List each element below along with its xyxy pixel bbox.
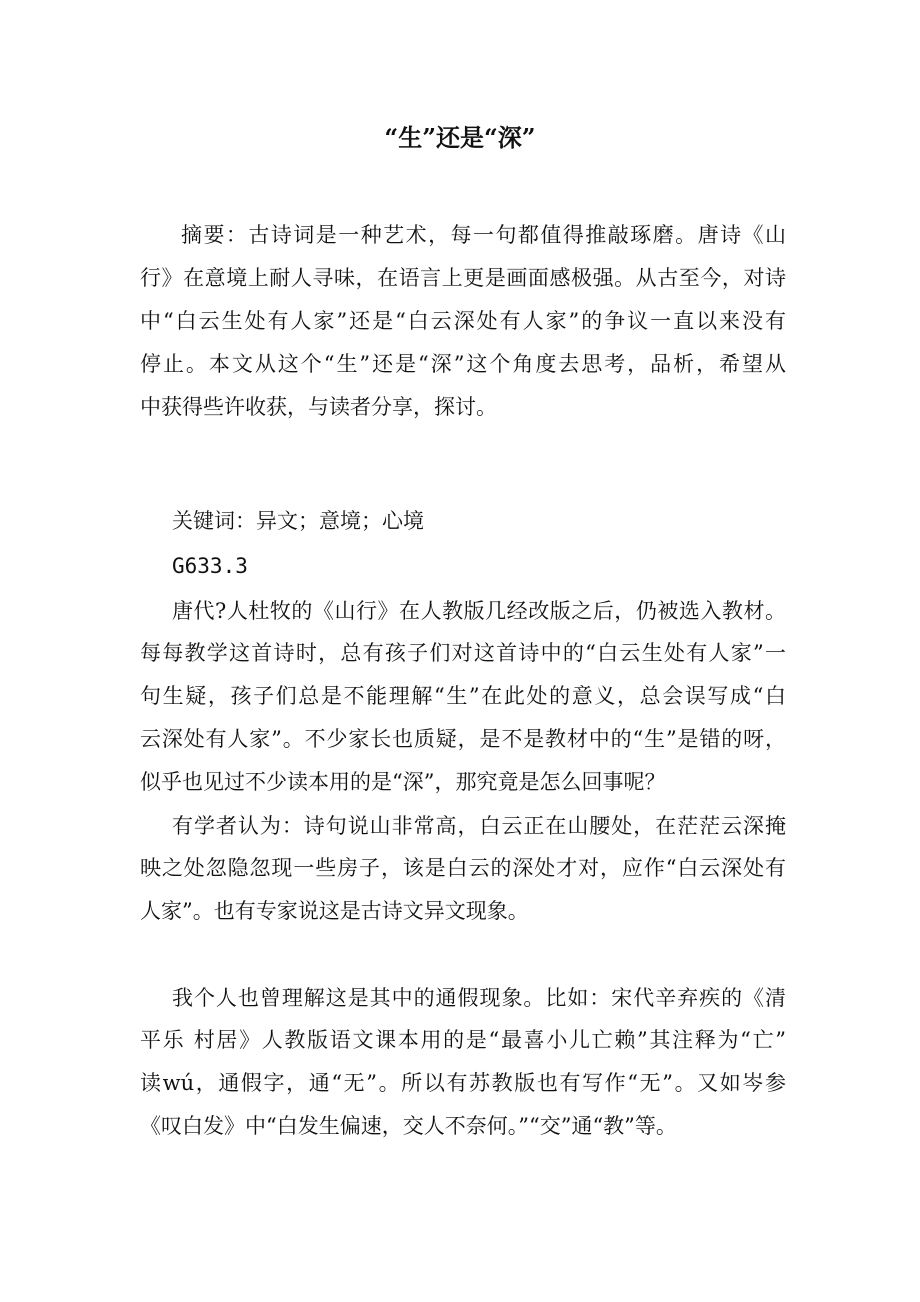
text-line: 平乐 村居》人教版语文课本用的是“最喜小儿亡赖”其注释为“亡” [140,1028,786,1052]
text-line: 我个人也曾理解这是其中的通假现象。比如：宋代辛弃疾的《清 [172,986,786,1010]
document-title: “生”还是“深” [384,123,536,152]
classification-number: G633.3 [172,554,248,578]
abstract-line: 行》在意境上耐人寻味，在语言上更是画面感极强。从古至今，对诗 [140,266,786,290]
text-line: 句生疑，孩子们总是不能理解“生”在此处的意义，总会误写成“白 [140,684,786,708]
abstract-line: 停止。本文从这个“生”还是“深”这个角度去思考，品析，希望从 [140,352,786,376]
text-line: 唐代?人杜牧的《山行》在人教版几经改版之后，仍被选入教材。 [172,599,786,623]
abstract-line: 摘要：古诗词是一种艺术，每一句都值得推敲琢磨。唐诗《山 [181,223,786,247]
abstract-line: 中获得些许收获，与读者分享，探讨。 [140,395,497,419]
keywords: 关键词：异文；意境；心境 [172,509,424,533]
abstract-line: 中“白云生处有人家”还是“白云深处有人家”的争议一直以来没有 [140,309,786,333]
text-line: 似乎也见过不少读本用的是“深”，那究竟是怎么回事呢？ [140,770,666,794]
text-line: 有学者认为：诗句说山非常高，白云正在山腰处，在茫茫云深掩 [172,814,786,838]
text-line: 《叹白发》中“白发生偏速，交人不奈何。”“交”通“教”等。 [140,1114,677,1138]
text-line: 映之处忽隐忽现一些房子，该是白云的深处才对，应作“白云深处有 [140,856,786,880]
text-line: 云深处有人家”。不少家长也质疑，是不是教材中的“生”是错的呀， [140,727,786,751]
text-line: 每每教学这首诗时，总有孩子们对这首诗中的“白云生处有人家”一 [140,641,786,665]
text-line: 读wú，通假字，通“无”。所以有苏教版也有写作“无”。又如岑参 [140,1071,786,1095]
text-line: 人家”。也有专家说这是古诗文异文现象。 [140,899,529,923]
